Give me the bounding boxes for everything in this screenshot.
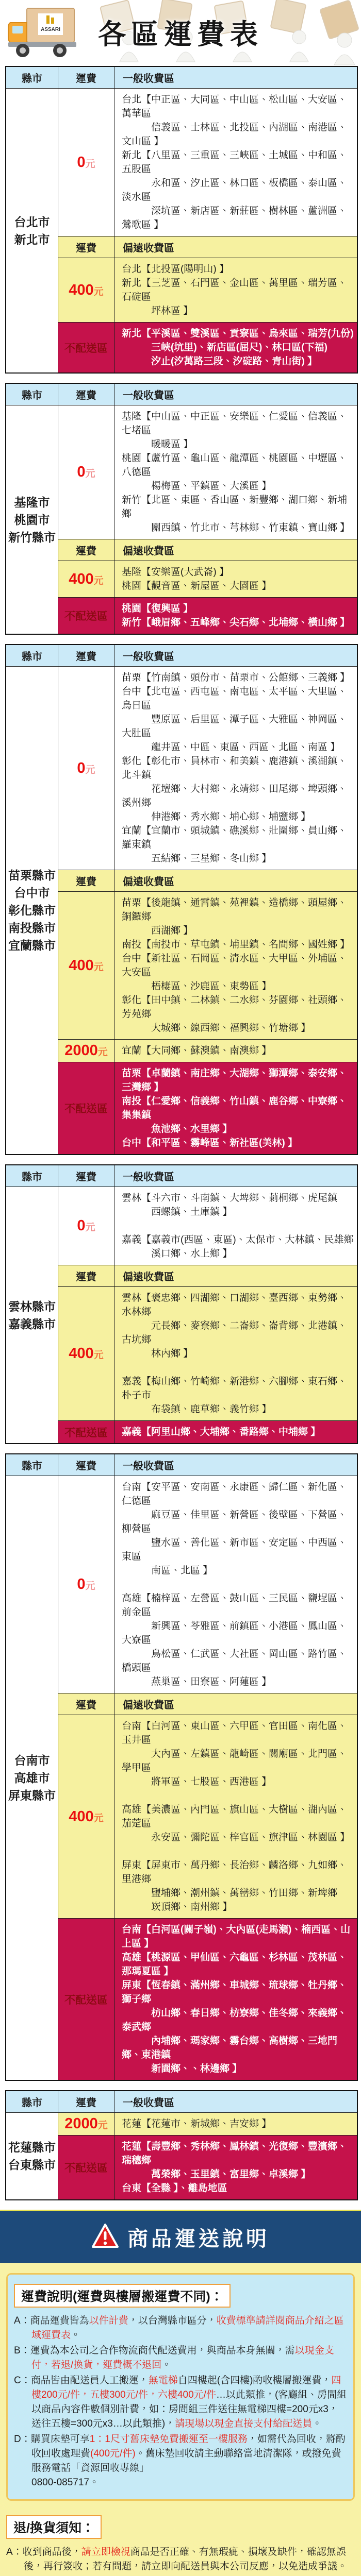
price-unit: 元 [85, 1222, 95, 1233]
region-name: 台東縣市 [8, 2158, 56, 2172]
price-amount: 0 [77, 154, 86, 171]
region-list-line: 新竹【北區、東區、香山區、新豐鄉、湖口鄉、新埔鄉 [122, 495, 348, 519]
district-list-cell [114, 561, 358, 598]
price-cell [58, 1715, 114, 1919]
region-list-line: 苗栗【卓蘭鎮、南庄鄉、大湖鄉、獅潭鄉、泰安鄉、三灣鄉 】 [122, 1068, 348, 1093]
region-list-line: 將軍區、七股區、西港區 】 [122, 1776, 272, 1787]
region-list-line: 信義區、士林區、北投區、內湖區、南港區、文山區 】 [122, 122, 348, 147]
district-list-cell [114, 1476, 358, 1693]
price-cell [58, 1287, 114, 1421]
price-cell [58, 1040, 114, 1062]
region-list-line: 布袋鎮、鹿草鄉、義竹鄉 】 [122, 1404, 272, 1415]
price-unit: 元 [93, 1812, 104, 1824]
column-header-fee: 運費 [58, 2091, 114, 2113]
region-list-line: 台中【北屯區、西屯區、南屯區、太平區、大里區、烏日區 [122, 686, 348, 711]
region-list-line: 大內區、左鎮區、龍崎區、關廟區、北門區、學甲區 [122, 1749, 348, 1773]
region-name: 雲林縣市 [8, 1299, 56, 1313]
remote-zone-label: 偏遠收費區 [114, 539, 358, 561]
column-header-general-zone: 一般收費區 [114, 1165, 358, 1187]
column-header-fee: 運費 [58, 1454, 114, 1476]
region-list-line: 元長鄉、麥寮鄉、二崙鄉、崙背鄉、北港鎮、古坑鄉 [122, 1320, 348, 1345]
region-name: 桃園市 [14, 513, 50, 527]
remote-fee-label: 運費 [58, 870, 114, 892]
region-list-line: 鹽埔鄉、潮州鎮、萬巒鄉、竹田鄉、新埤鄉 [122, 1888, 338, 1899]
district-list-cell [114, 1287, 358, 1421]
price-unit: 元 [93, 575, 104, 586]
price-amount: 400 [69, 281, 94, 298]
region-list-line: 麻豆區、佳里區、新營區、後壁區、下營區、柳營區 [122, 1510, 348, 1534]
no-delivery-district-cell [114, 2136, 358, 2200]
region-list-line: 深坑區、新店區、新莊區、樹林區、蘆洲區、鶯歌區 】 [122, 206, 348, 230]
region-list-line: 台北【中正區、大同區、中山區、松山區、大安區、萬華區 [122, 94, 348, 119]
price-amount: 0 [77, 1576, 86, 1592]
region-list-line: 鳥松區、仁武區、大社區、岡山區、路竹區、橋頭區 [122, 1649, 348, 1673]
region-list-line: 新興區、苓雅區、前鎮區、小港區、鳳山區、大寮區 [122, 1621, 348, 1646]
region-list-line: 屏東【恆春鎮、滿州鄉、車城鄉、琉球鄉、牡丹鄉、獅子鄉 [122, 1980, 348, 2005]
region-list-line: 台南【白河區(關子嶺)、大內區(走馬瀨)、楠西區、山上區 】 [122, 1924, 351, 1949]
region-list-line: 汐止(汐萬路三段、汐碇路、青山街) 】 [122, 356, 317, 367]
column-header-city: 縣市 [6, 383, 58, 405]
remote-zone-label: 偏遠收費區 [114, 1693, 358, 1715]
remote-fee-label: 運費 [58, 236, 114, 258]
no-delivery-district-cell [114, 1062, 358, 1155]
district-list-cell [114, 258, 358, 323]
price-unit: 元 [85, 1581, 95, 1591]
note-item: B：運費為本公司之合作物流商代配送費用，與商品本身無關，需以現金支付，若退/換貨，運費概不退回。 [14, 2345, 334, 2370]
region-list-line: 台南【安平區、安南區、永康區、歸仁區、新化區、仁德區 [122, 1482, 348, 1506]
region-list-line: 楊梅區、平鎮區、大溪區 】 [122, 481, 272, 492]
region-list-line: 溪口鄉、水上鄉 】 [122, 1248, 233, 1259]
region-list-line [122, 1789, 354, 1803]
district-list-cell [114, 667, 358, 870]
region-name: 嘉義縣市 [8, 1317, 56, 1331]
region-list-line: 台東【全縣 】、離島地區 [122, 2183, 227, 2194]
region-list-line: 彰化【田中鎮、二林鎮、二水鄉、芬園鄉、社頭鄉、芳苑鄉 [122, 995, 348, 1020]
region-name: 南投縣市 [8, 921, 56, 935]
region-name: 基隆市 [14, 495, 50, 509]
note-item: D：購買床墊可享1：1尺寸舊床墊免費搬運至一樓服務，如需代為回收，將酌收回收處理費(400元/件)。舊床墊回收請主動聯絡當地清潔隊，或撥免費服務電話「資源回收專線」 0800-085717。 [14, 2434, 346, 2488]
note-item: A：商品運費皆為以件計費，以台灣縣市區分，收費標準請詳閱商品介紹之區域運費表。 [14, 2315, 344, 2341]
price-amount: 400 [69, 1345, 94, 1362]
region-list-line: 龍井區、中區、東區、西區、北區、南區 】 [122, 742, 340, 753]
price-cell [58, 2113, 114, 2136]
region-list-line: 嘉義【梅山鄉、竹崎鄉、新港鄉、六腳鄉、東石鄉、朴子市 [122, 1376, 348, 1401]
district-list-cell [114, 89, 358, 236]
region-list-line: 桃園【復興區 】 [122, 603, 193, 614]
remote-zone-label: 偏遠收費區 [114, 236, 358, 258]
no-delivery-district-cell [114, 598, 358, 635]
note-heading: 退/換貨須知： [6, 2515, 102, 2539]
note-heading: 運費說明(運費與樓層搬運費不同)： [14, 2284, 231, 2308]
no-delivery-district-cell [114, 323, 358, 374]
column-header-city: 縣市 [6, 1454, 58, 1476]
region-name: 台南市 [14, 1754, 50, 1767]
price-unit: 元 [85, 158, 95, 170]
region-list-line: 嘉義【阿里山鄉、大埔鄉、番路鄉、中埔鄉 】 [122, 1427, 321, 1437]
no-delivery-district-cell [114, 1421, 358, 1444]
svg-text:ASSARI: ASSARI [41, 27, 60, 32]
region-list-line: 內埔鄉、瑪家鄉、霧台鄉、高樹鄉、三地門鄉、東港鎮 [122, 2036, 338, 2060]
region-list-line: 梧棲區、沙鹿區、東勢區 】 [122, 981, 272, 992]
note-item [6, 2575, 355, 2576]
district-list-cell [114, 1715, 358, 1919]
price-cell [58, 1476, 114, 1693]
region-list-line: 永和區、汐止區、林口區、板橋區、泰山區、淡水區 [122, 178, 348, 202]
region-list-line: 台南【白河區、東山區、六甲區、官田區、南化區、玉井區 [122, 1721, 348, 1745]
column-header-general-zone: 一般收費區 [114, 2091, 358, 2113]
region-name: 高雄市 [14, 1771, 50, 1785]
region-list-line: 南投【仁愛鄉、信義鄉、竹山鎮、鹿谷鄉、中寮鄉、集集鎮 [122, 1096, 348, 1121]
price-amount: 400 [69, 1808, 94, 1825]
note-section [6, 2512, 355, 2576]
remote-fee-label: 運費 [58, 1265, 114, 1287]
price-cell [58, 667, 114, 870]
note-item: A：收到商品後，請立即檢視商品是否正確、有無瑕疵、損壞及缺件，確認無誤後，再行簽收；若有問題，請立即向配送員與本公司反應，以免造成爭議。 [6, 2547, 348, 2572]
region-list-line: 新北【三芝區、石門區、金山區、萬里區、瑞芳區、石碇區 [122, 278, 348, 302]
remote-fee-label: 運費 [58, 1693, 114, 1715]
region-list-line: 西螺鎮、土庫鎮 】 [122, 1207, 233, 1217]
shipping-notice-banner [0, 2210, 361, 2263]
price-unit: 元 [85, 468, 95, 479]
price-unit: 元 [93, 1350, 104, 1361]
region-list-line: 桃園【觀音區、新屋區、大園區 】 [122, 581, 272, 591]
remote-fee-label: 運費 [58, 539, 114, 561]
column-header-fee: 運費 [58, 645, 114, 667]
region-list-line: 三峽(坑里)、新店區(屈尺)、林口區(下福) [122, 342, 327, 353]
region-list-line: 豐原區、后里區、潭子區、大雅區、神岡區、大肚區 [122, 714, 348, 739]
note-section [6, 2273, 355, 2501]
region-name: 新竹縣市 [8, 530, 56, 544]
region-list-line: 燕巢區、田寮區、阿蓮區 】 [122, 1676, 272, 1687]
district-list-cell [114, 405, 358, 539]
no-delivery-district-cell [114, 1919, 358, 2081]
price-cell [58, 258, 114, 323]
district-list-cell [114, 1187, 358, 1265]
region-name: 彰化縣市 [8, 904, 56, 917]
region-list-line: 西湖鄉 】 [122, 925, 193, 936]
price-cell [58, 89, 114, 236]
no-delivery-label-cell: 不配送區 [58, 1421, 114, 1444]
price-amount: 0 [77, 464, 86, 480]
region-list-line: 萬榮鄉、玉里鎮、富里鄉、卓溪鄉 】 [122, 2169, 311, 2180]
region-list-line: 宜蘭【宜蘭市、頭城鎮、礁溪鄉、壯圍鄉、員山鄉、羅東鎮 [122, 825, 348, 850]
region-list-line: 基隆【安樂區(大武崙) 】 [122, 567, 229, 578]
region-list-line: 南投【南投市、草屯鎮、埔里鎮、名間鄉、國姓鄉 】 [122, 939, 350, 950]
region-list-line: 暖暖區 】 [122, 439, 193, 450]
notes-area [0, 2263, 361, 2576]
fee-table-section [5, 383, 358, 635]
fee-table-section [5, 66, 358, 374]
no-delivery-label-cell: 不配送區 [58, 323, 114, 374]
price-amount: 400 [69, 570, 94, 587]
region-list-line [122, 1844, 354, 1858]
page-header [0, 0, 361, 66]
region-list-line: 南區、北區 】 [122, 1565, 213, 1576]
fee-table-section [5, 2090, 358, 2200]
region-list-line [122, 1361, 354, 1375]
column-header-general-zone: 一般收費區 [114, 1454, 358, 1476]
region-list-line: 高雄【楠梓區、左營區、鼓山區、三民區、鹽埕區、前金區 [122, 1593, 348, 1618]
fee-tables-area [0, 66, 361, 2200]
region-list-line: 宜蘭【大同鄉、蘇澳鎮、南澳鄉 】 [122, 1045, 272, 1056]
region-name: 宜蘭縣市 [8, 939, 56, 952]
column-header-fee: 運費 [58, 383, 114, 405]
column-header-city: 縣市 [6, 1165, 58, 1187]
column-header-general-zone: 一般收費區 [114, 383, 358, 405]
column-header-general-zone: 一般收費區 [114, 645, 358, 667]
region-cell [6, 2113, 58, 2200]
district-list-cell [114, 1040, 358, 1062]
price-unit: 元 [93, 961, 104, 973]
region-list-line: 高雄【桃源區、甲仙區、六龜區、杉林區、茂林區、那瑪夏區 】 [122, 1952, 348, 1977]
region-name: 台中市 [14, 886, 50, 900]
no-delivery-label-cell: 不配送區 [58, 1919, 114, 2081]
price-amount: 400 [69, 957, 94, 974]
remote-zone-label: 偏遠收費區 [114, 870, 358, 892]
region-list-line: 魚池鄉、水里鄉 】 [122, 1124, 233, 1134]
no-delivery-label-cell: 不配送區 [58, 2136, 114, 2200]
region-name: 苗栗縣市 [8, 869, 56, 882]
region-list-line: 新北【平溪區、雙溪區、貢寮區、烏來區、瑞芳(九份) [122, 328, 354, 339]
price-unit: 元 [85, 764, 95, 775]
district-list-cell [114, 2113, 358, 2136]
no-delivery-label-cell: 不配送區 [58, 1062, 114, 1155]
region-list-line: 彰化【彰化市、員林市、和美鎮、鹿港鎮、溪湖鎮、北斗鎮 [122, 756, 348, 781]
region-list-line: 花壇鄉、大村鄉、永靖鄉、田尾鄉、埤頭鄉、溪州鄉 [122, 784, 348, 808]
region-list-line: 屏東【屏東市、萬丹鄉、長治鄉、麟洛鄉、九如鄉、里港鄉 [122, 1860, 348, 1885]
region-list-line: 花蓮【花蓮市、新城鄉、吉安鄉 】 [122, 2119, 272, 2129]
region-list-line: 台中【和平區、霧峰區、新社區(美林) 】 [122, 1138, 298, 1148]
region-list-line: 桃園【蘆竹區、龜山區、龍潭區、桃園區、中壢區、八德區 [122, 453, 348, 478]
region-list-line: 雲林【褒忠鄉、四湖鄉、口湖鄉、臺西鄉、東勢鄉、水林鄉 [122, 1293, 348, 1317]
region-list-line: 花蓮【壽豐鄉、秀林鄉、鳳林鎮、光復鄉、豐濱鄉、瑞穗鄉 [122, 2141, 348, 2166]
region-list-line: 永安區、彌陀區、梓官區、旗津區、林園區 】 [122, 1832, 350, 1843]
region-list-line: 鹽水區、善化區、新市區、安定區、中西區、東區 [122, 1537, 348, 1562]
region-list-line: 新北【八里區、三重區、三峽區、土城區、中和區、五股區 [122, 150, 348, 175]
remote-zone-label: 偏遠收費區 [114, 1265, 358, 1287]
column-header-city: 縣市 [6, 645, 58, 667]
region-cell [6, 667, 58, 1155]
region-list-line: 關西鎮、竹北市、芎林鄉、竹東鎮、寶山鄉 】 [122, 522, 350, 533]
region-list-line: 嘉義【嘉義市(西區、東區)、太保市、大林鎮、民雄鄉 [122, 1234, 354, 1245]
region-list-line: 高雄【美濃區、內門區、旗山區、大樹區、湖內區、茄萣區 [122, 1804, 348, 1829]
district-list-cell [114, 892, 358, 1040]
price-amount: 0 [77, 1217, 86, 1234]
region-list-line [122, 1578, 354, 1591]
region-name: 花蓮縣市 [8, 2141, 56, 2154]
region-name: 新北市 [14, 232, 50, 246]
price-unit: 元 [97, 1047, 108, 1058]
price-amount: 0 [77, 759, 86, 776]
region-list-line: 新竹【峨眉鄉、五峰鄉、尖石鄉、北埔鄉、橫山鄉 】 [122, 617, 350, 628]
warning-triangle-icon [91, 2223, 119, 2251]
region-list-line: 枋山鄉、春日鄉、枋寮鄉、佳冬鄉、來義鄉、泰武鄉 [122, 2008, 348, 2032]
region-list-line: 新園鄉、、林邊鄉 】 [122, 2063, 242, 2074]
region-list-line: 苗栗【竹南鎮、頭份市、苗栗市、公館鄉、三義鄉 】 [122, 672, 350, 683]
price-amount: 2000 [64, 1042, 98, 1059]
region-list-line: 伸港鄉、秀水鄉、埔心鄉、埔鹽鄉 】 [122, 811, 311, 822]
column-header-city: 縣市 [6, 66, 58, 89]
region-name: 台北市 [14, 215, 50, 229]
region-name: 屏東縣市 [8, 1789, 56, 1802]
page-title: 各區運費表 [98, 19, 263, 50]
region-list-line: 五結鄉、三星鄉、冬山鄉 】 [122, 853, 272, 864]
fee-table-section [5, 644, 358, 1155]
region-cell [6, 1476, 58, 2081]
price-unit: 元 [93, 286, 104, 297]
region-list-line: 台中【新社區、石岡區、清水區、大甲區、外埔區、大安區 [122, 953, 348, 978]
region-list-line [122, 1219, 354, 1233]
price-cell [58, 892, 114, 1040]
column-header-city: 縣市 [6, 2091, 58, 2113]
region-list-line: 大城鄉、線西鄉、福興鄉、竹塘鄉 】 [122, 1023, 311, 1033]
region-cell [6, 89, 58, 374]
column-header-fee: 運費 [58, 66, 114, 89]
banner-title: 商品運送說明 [127, 2227, 270, 2250]
price-cell [58, 561, 114, 598]
region-list-line: 苗栗【後龍鎮、通霄鎮、苑裡鎮、造橋鄉、頭屋鄉、銅鑼鄉 [122, 897, 348, 922]
price-cell [58, 1187, 114, 1265]
region-list-line: 崁頂鄉、南州鄉 】 [122, 1902, 233, 1912]
price-unit: 元 [97, 2120, 108, 2131]
note-item: C：商品皆由配送員人工搬運，無電梯自四樓起(含四樓)酌收樓層搬運費，四樓200元/件，五樓300元/件，六樓400元/件…以此類推，(客廳組、房間組以商品內容件數個別計費，如：房間組三件送往無電梯四樓=200元x3，送往五樓=300元x3…以此類推)，請現場以現金直接支付給配送員。 [14, 2375, 347, 2429]
fee-table-section [5, 1453, 358, 2081]
region-list-line: 台北【北投區(陽明山) 】 [122, 264, 229, 275]
region-list-line: 基隆【中山區、中正區、安樂區、仁愛區、信義區、七堵區 [122, 411, 348, 436]
region-list-line: 林內鄉 】 [122, 1348, 193, 1359]
region-cell [6, 405, 58, 635]
column-header-general-zone: 一般收費區 [114, 66, 358, 89]
region-cell [6, 1187, 58, 1444]
region-list-line: 雲林【斗六市、斗南鎮、大埤鄉、莿桐鄉、虎尾鎮 [122, 1193, 338, 1204]
price-cell [58, 405, 114, 539]
no-delivery-label-cell: 不配送區 [58, 598, 114, 635]
price-amount: 2000 [64, 2115, 98, 2132]
fee-table-section [5, 1164, 358, 1444]
region-list-line: 坪林區 】 [122, 306, 193, 316]
column-header-fee: 運費 [58, 1165, 114, 1187]
